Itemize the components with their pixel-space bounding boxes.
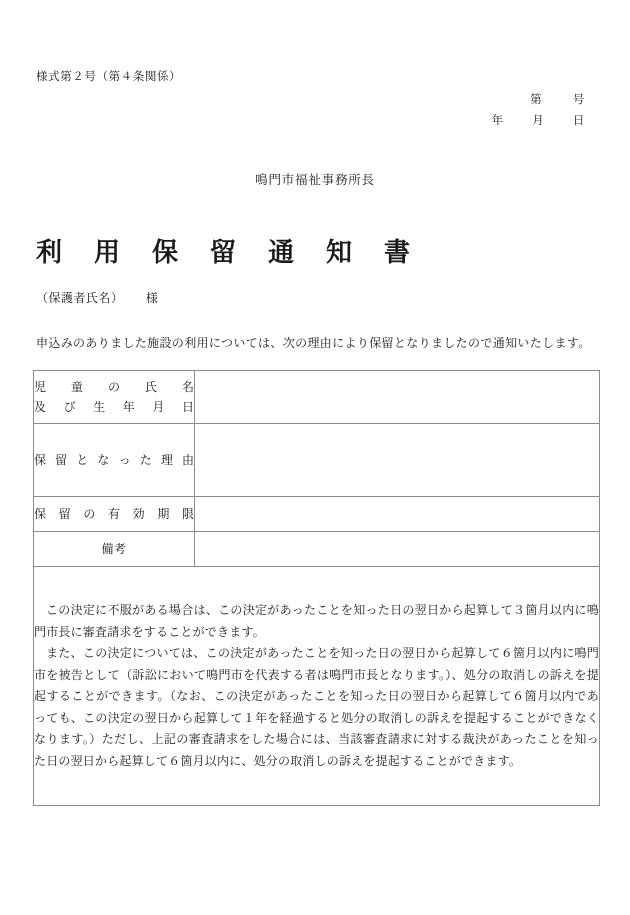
appeal-notice-cell	[34, 567, 600, 806]
document-number-label: 第	[530, 92, 543, 106]
row-label-child-name	[34, 371, 195, 424]
issuer-name: 鳴門市福祉事務所長	[255, 172, 375, 187]
notification-table	[33, 370, 600, 806]
recipient-line	[36, 289, 158, 306]
row-label-line2: 及び生年月日	[34, 400, 194, 414]
page-title: 利用保留通知書	[36, 238, 443, 268]
date-day-label: 日	[572, 113, 585, 127]
row-label-line1: 児童の氏名	[34, 380, 194, 394]
notice-row	[34, 567, 600, 806]
row-value-reason[interactable]	[195, 424, 600, 497]
table-row	[34, 532, 600, 567]
row-label-line1: 保留の有効期限	[34, 507, 194, 521]
row-label-remarks	[34, 532, 195, 567]
table-row	[34, 371, 600, 424]
document-number-unit: 号	[572, 92, 585, 106]
row-label-line1: 備考	[101, 542, 127, 556]
row-value-expiry[interactable]	[195, 497, 600, 532]
row-label-expiry	[34, 497, 195, 532]
row-label-line1: 保留となった理由	[34, 453, 194, 467]
recipient-name-placeholder: （保護者氏名）	[36, 291, 124, 305]
row-value-remarks[interactable]	[195, 532, 600, 567]
appeal-notice-paragraph-1: この決定に不服がある場合は、この決定があったことを知った日の翌日から起算して３箇月以内に鳴門市長に審査請求をすることができます。	[34, 603, 599, 639]
document-date-line	[492, 110, 585, 131]
table-row	[34, 497, 600, 532]
form-number: 様式第２号（第４条関係）	[36, 69, 182, 83]
date-year-label: 年	[491, 113, 504, 127]
table-row	[34, 424, 600, 497]
appeal-notice-paragraph-2: また、この決定については、この決定があったことを知った日の翌日から起算して６箇月以内に鳴門市を被告として（訴訟において鳴門市を代表する者は鳴門市長となります。）、処分の取消しの訴えを提起することができます。（なお、この決定があったことを知った日の翌日から起算して６箇月以内であっても、この決定の翌日から起算して１年を経過すると処分の取消しの訴えを提起することができなくなります。）ただし、上記の審査請求をした場合には、当該審査請求に対する裁決があったことを知った日の翌日から起算して６箇月以内に、処分の取消しの訴えを提起することができます。	[34, 646, 599, 768]
date-month-label: 月	[532, 113, 545, 127]
row-label-reason	[34, 424, 195, 497]
recipient-honorific: 様	[145, 291, 159, 305]
intro-paragraph: 申込みのありました施設の利用については、次の理由により保留となりましたので通知いたします。	[36, 336, 591, 350]
row-value-child-name[interactable]	[195, 371, 600, 424]
document-number-line	[492, 89, 585, 110]
document-meta	[492, 89, 585, 131]
